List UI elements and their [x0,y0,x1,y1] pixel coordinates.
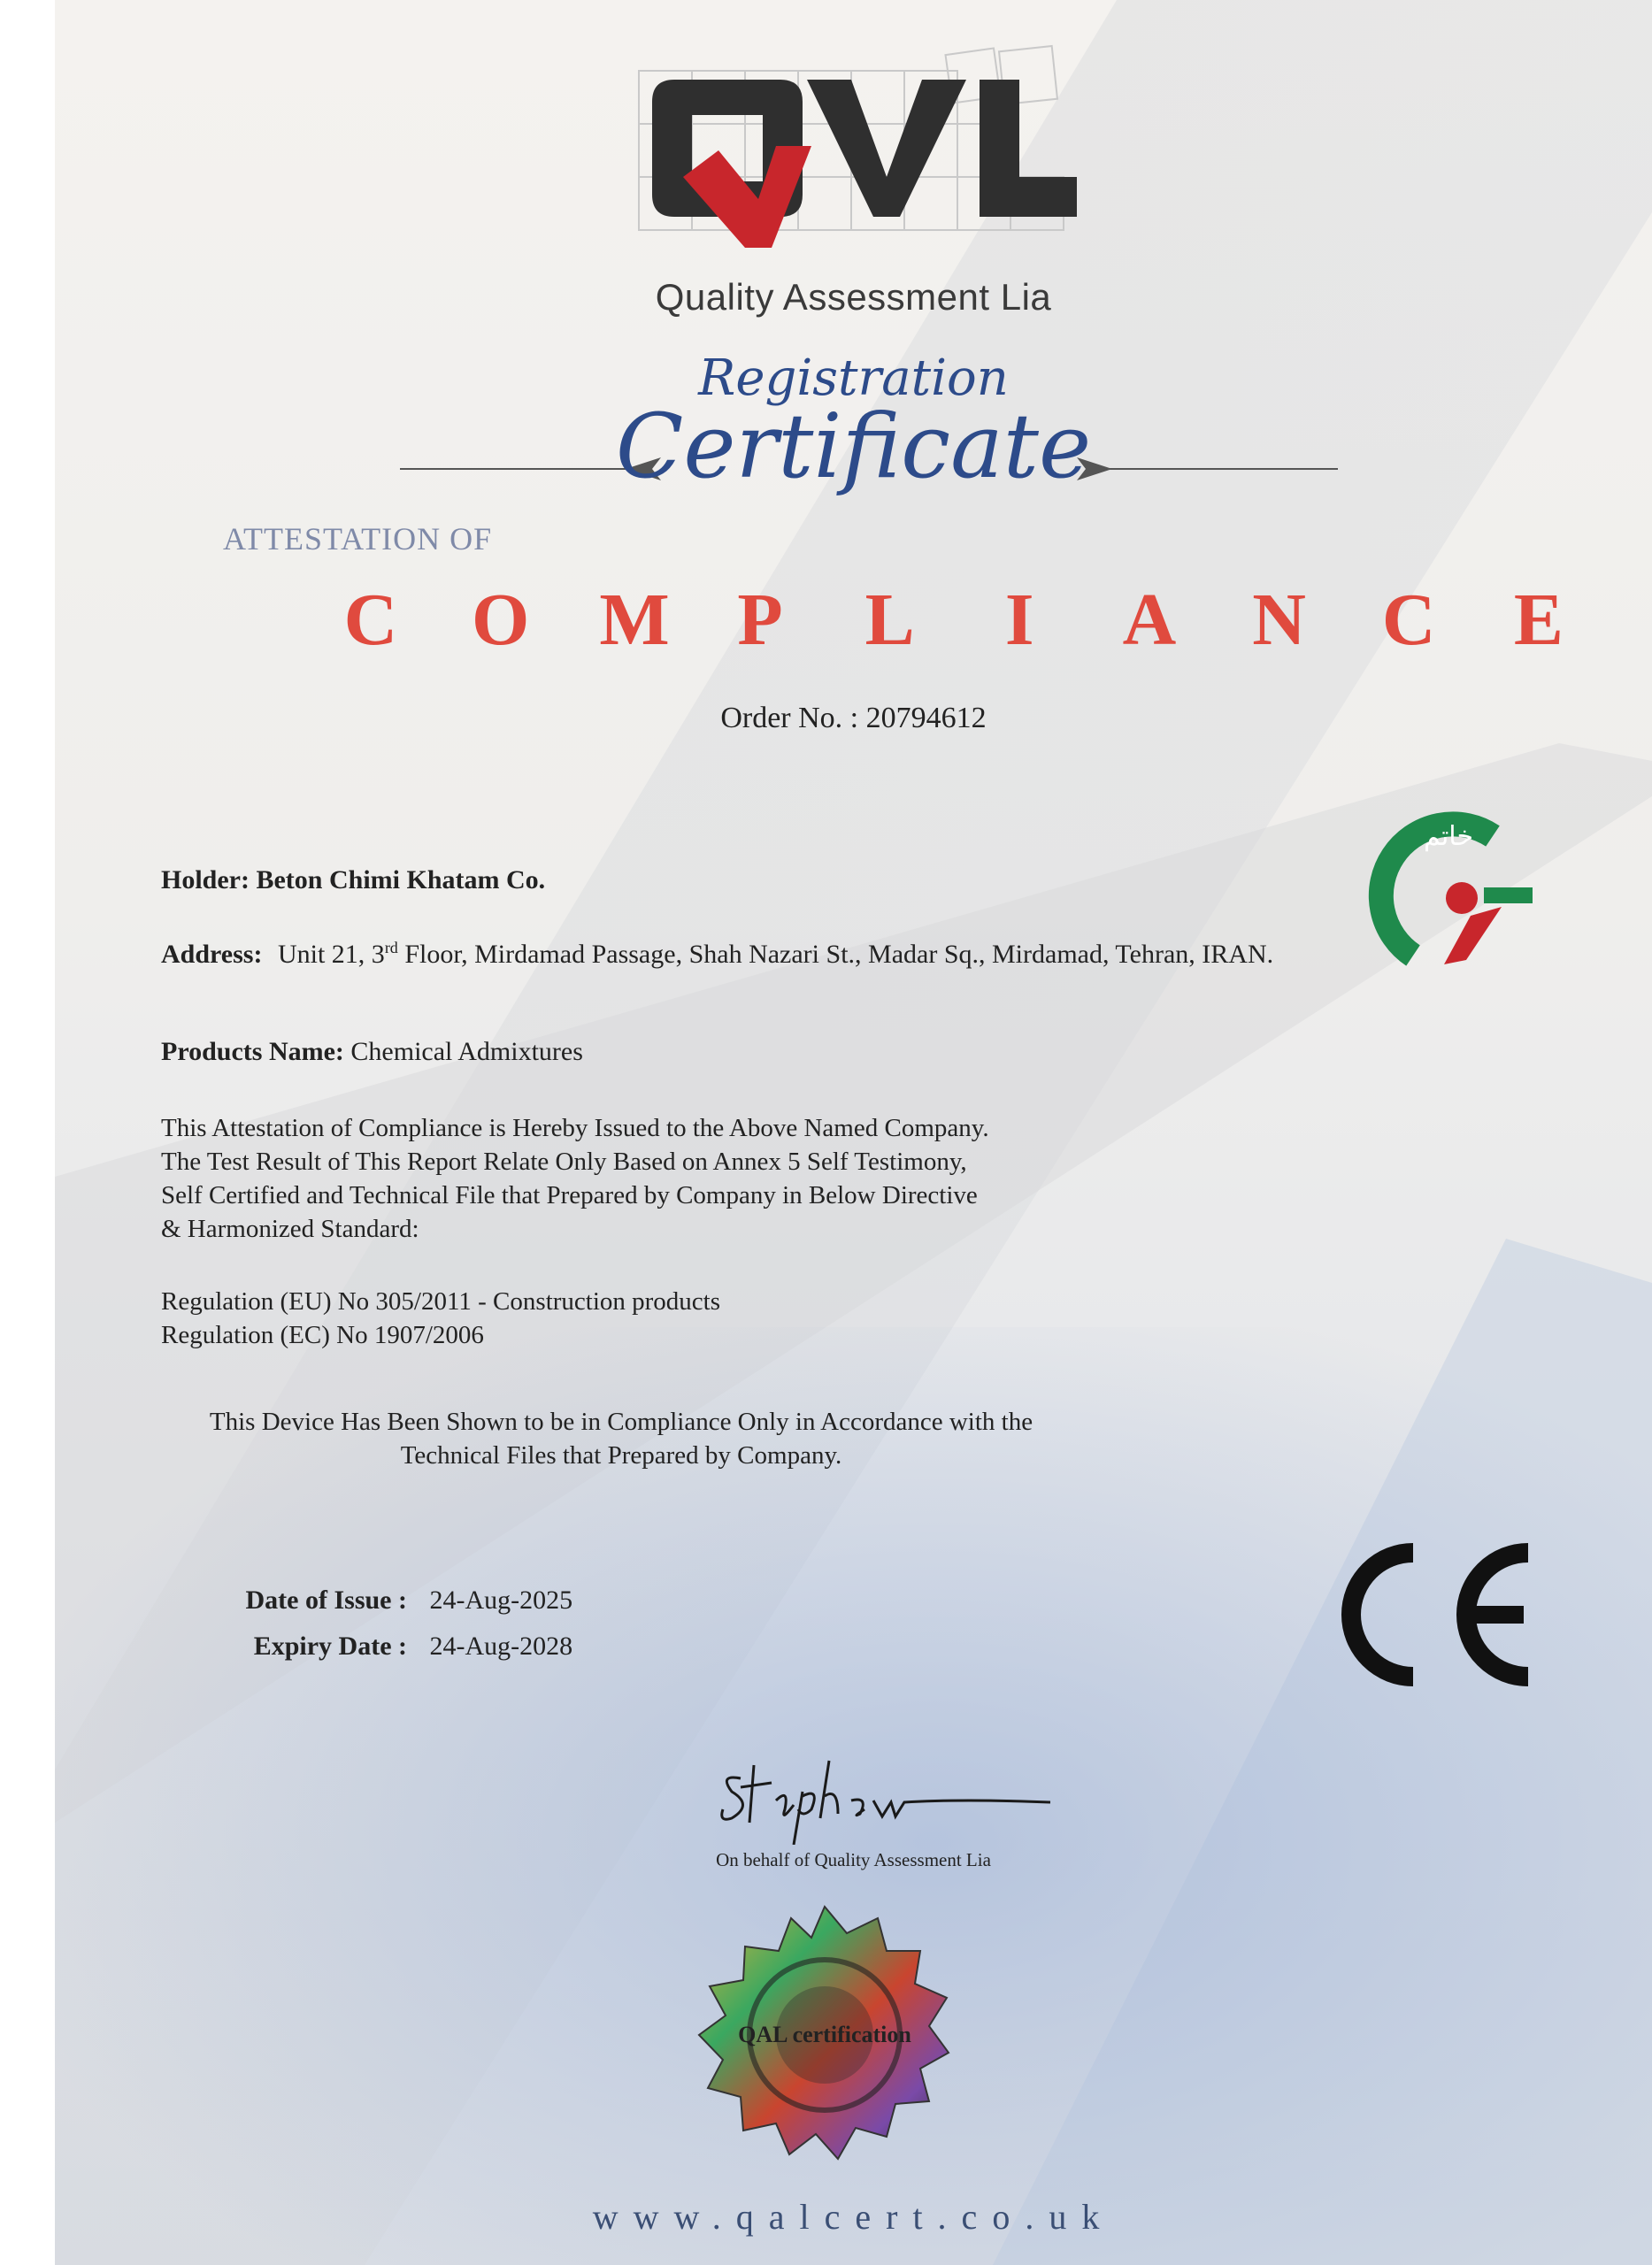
statement-line: Self Certified and Technical File that Prepared by Company in Below Directive [161,1181,978,1209]
khatam-persian-text: خاتم [1423,821,1474,852]
holder-value: Beton Chimi Khatam Co. [256,865,546,894]
certificate-paper [55,0,1652,2265]
order-value: 20794612 [865,702,987,734]
regulation-line: Regulation (EU) No 305/2011 - Construction products [161,1287,721,1316]
regulations-block [161,1285,720,1352]
khatam-logo [1360,810,1537,987]
compliance-letter: M [599,579,670,661]
product-label: Products Name: [161,1037,344,1066]
statement-block [161,1111,989,1246]
order-number [55,702,1652,735]
device-statement [161,1405,1081,1472]
hologram-seal [692,1902,957,2177]
expiry-date-row [221,1632,572,1662]
address-label: Address: [161,940,263,969]
holder-row [161,865,545,895]
compliance-letter: A [1122,579,1177,661]
logo-caption: Quality Assessment Lia [655,276,1052,318]
compliance-letter: N [1252,579,1306,661]
website-link[interactable]: www.qalcert.co.uk [592,2197,1115,2237]
registration-heading: Registration [698,349,1009,407]
expiry-date-value: 24-Aug-2028 [429,1632,573,1661]
compliance-letter: P [737,579,783,661]
expiry-date-label: Expiry Date : [253,1632,407,1661]
compliance-letter: O [471,579,530,661]
compliance-letter: I [1004,579,1034,661]
statement-line: This Attestation of Compliance is Hereby Issued to the Above Named Company. [161,1114,989,1142]
compliance-letter: C [343,579,398,661]
issue-date-row [221,1586,572,1632]
product-value: Chemical Admixtures [350,1037,583,1066]
address-row [161,939,1273,970]
statement-line: & Harmonized Standard: [161,1215,419,1243]
regulation-line: Regulation (EC) No 1907/2006 [161,1321,484,1349]
statement-line: The Test Result of This Report Relate Only Based on Annex 5 Self Testimony, [161,1148,967,1176]
compliance-heading [340,577,1570,663]
device-line: Technical Files that Prepared by Company. [400,1441,842,1470]
issue-date-value: 24-Aug-2025 [429,1586,573,1615]
compliance-letter: C [1381,579,1436,661]
qal-logo [630,44,1108,265]
signature-caption: On behalf of Quality Assessment Lia [716,1849,991,1870]
issue-date-label: Date of Issue : [245,1586,407,1615]
certificate-heading: Certificate [615,395,1092,498]
address-prefix: Unit 21, 3 [277,940,385,969]
ce-mark [1329,1535,1541,1694]
compliance-letter: L [864,579,915,661]
address-superscript: rd [384,939,398,956]
dates-block [221,1586,572,1662]
address-rest: Floor, Mirdamad Passage, Shah Nazari St., Madar Sq., Mirdamad, Tehran, IRAN. [397,940,1274,969]
signature [705,1747,1059,1845]
order-label: Order No. : [720,702,859,734]
seal-text: QAL certification [738,2022,911,2047]
product-row [161,1037,583,1067]
attestation-label: ATTESTATION OF [223,521,493,557]
holder-label: Holder: [161,865,250,894]
compliance-letter: E [1513,579,1564,661]
device-line: This Device Has Been Shown to be in Compliance Only in Accordance with the [209,1408,1033,1436]
